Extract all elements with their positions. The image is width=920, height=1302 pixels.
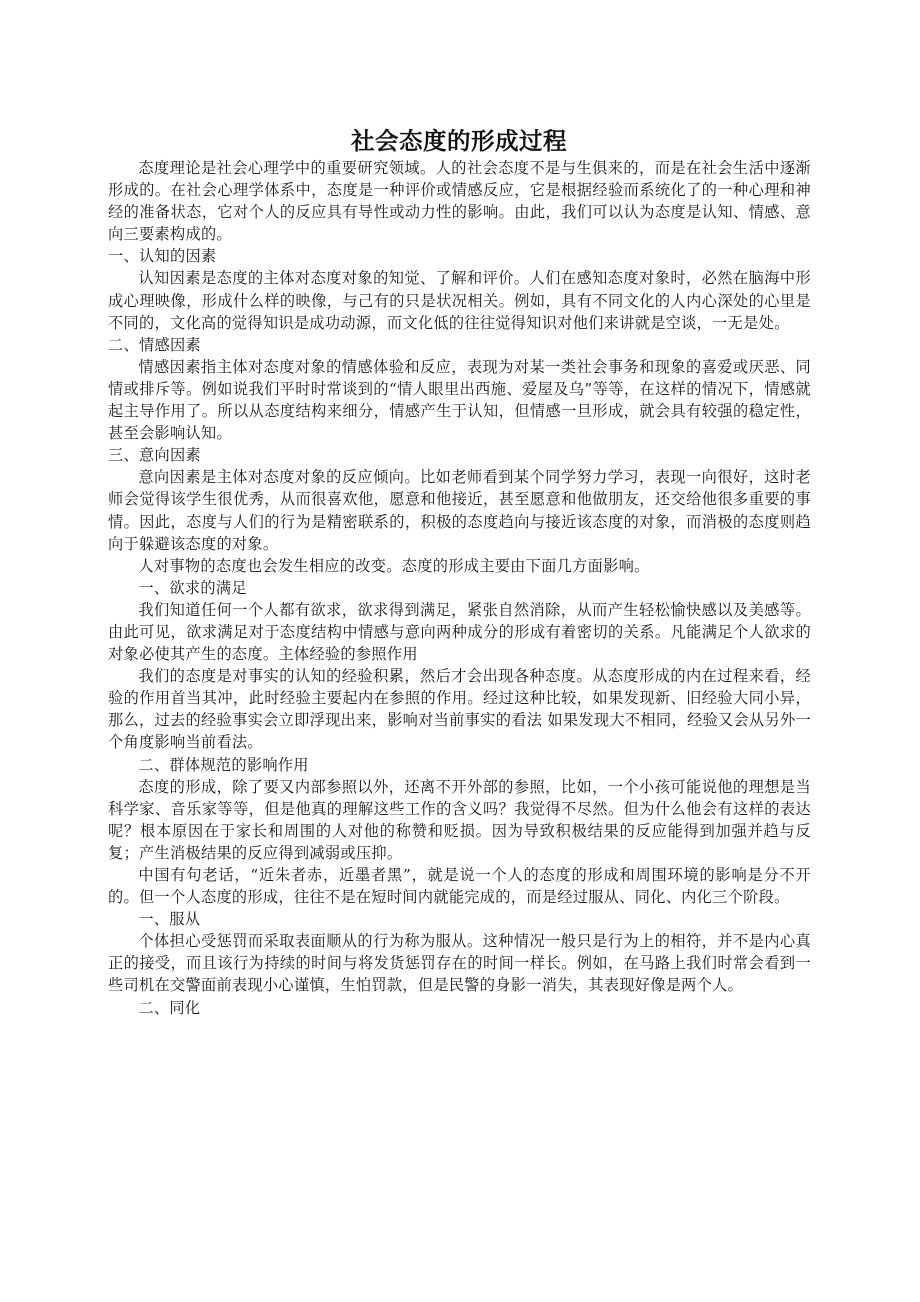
section-heading: 三、意向因素: [108, 446, 201, 465]
body-paragraph: 情感因素指主体对态度对象的情感体验和反应，表现为对某一类社会事务和现象的喜爱或厌恶、同情或排斥等。例如说我们平时时常谈到的“情人眼里出西施、爱屋及乌”等等，在这样的情况下，情感就起主导作用了。所以从态度结构来细分，情感产生于认知，但情感一旦形成，就会具有较强的稳定性，甚至会影响认知。: [108, 357, 811, 443]
body-paragraph: 意向因素是主体对态度对象的反应倾向。比如老师看到某个同学努力学习，表现一向很好，这时老师会觉得该学生很优秀，从而很喜欢他，愿意和他接近，甚至愿意和他做朋友，还交给他很多重要的事情。因此，态度与人们的行为是精密联系的，积极的态度趋向与接近该态度的对象，而消极的态度则趋向于躲避该态度的对象。: [108, 468, 811, 553]
body-paragraph: 态度理论是社会心理学中的重要研究领域。人的社会态度不是与生俱来的，而是在社会生活中逐渐形成的。在社会心理学体系中，态度是一种评价或情感反应，它是根据经验而系统化了的一种心理和神经的准备状态，它对个人的反应具有导性或动力性的影响。由此，我们可以认为态度是认知、情感、意向三要素构成的。: [108, 159, 811, 244]
section-heading: 一、欲求的满足: [138, 578, 247, 597]
section-heading: 二、同化: [138, 998, 201, 1017]
section-heading: 一、服从: [138, 910, 201, 929]
body-paragraph: 个体担心受惩罚而采取表面顺从的行为称为服从。这种情况一般只是行为上的相符，并不是内心真正的接受，而且该行为持续的时间与将发货惩罚存在的时间一样长。例如，在马路上我们时常会看到一些司机在交警面前表现小心谨慎，生怕罚款，但是民警的身影一消失，其表现好像是两个人。: [108, 932, 811, 995]
body-paragraph: 态度的形成，除了要又内部参照以外，还离不开外部的参照，比如，一个小孩可能说他的理想是当科学家、音乐家等等，但是他真的理解这些工作的含义吗？我觉得不尽然。但为什么他会有这样的表达呢？根本原因在于家长和周围的人对他的称赞和贬损。因为导致积极结果的反应能得到加强并趋与反复；产生消极结果的反应得到减弱或压抑。: [108, 777, 811, 862]
body-paragraph: 我们的态度是对事实的认知的经验积累，然后才会出现各种态度。从态度形成的内在过程来看，经验的作用首当其冲，此时经验主要起内在参照的作用。经过这种比较，如果发现新、旧经验大同小异，那么，过去的经验事实会立即浮现出来，影响对当前事实的看法 如果发现大不相同，经验又会从另外一个角度影响当前看法。: [108, 667, 811, 752]
document-body: [108, 157, 811, 1019]
body-paragraph: 人对事物的态度也会发生相应的改变。态度的形成主要由下面几方面影响。: [138, 556, 650, 575]
body-paragraph: 我们知道任何一个人都有欲求，欲求得到满足，紧张自然消除，从而产生轻松愉快感以及美感等。由此可见，欲求满足对于态度结构中情感与意向两种成分的形成有着密切的关系。凡能满足个人欲求的对象必使其产生的态度。主体经验的参照作用: [108, 600, 811, 664]
body-paragraph: 认知因素是态度的主体对态度对象的知觉、了解和评价。人们在感知态度对象时，必然在脑海中形成心理映像，形成什么样的映像，与己有的只是状况相关。例如，具有不同文化的人内心深处的心里是不同的，文化高的觉得知识是成功动源，而文化低的往往觉得知识对他们来讲就是空谈，一无是处。: [108, 269, 811, 332]
body-paragraph: 中国有句老话，“近朱者赤，近墨者黑”，就是说一个人的态度的形成和周围环境的影响是分不开的。但一个人态度的形成，往往不是在短时间内就能完成的，而是经过服从、同化、内化三个阶段。: [108, 866, 811, 907]
section-heading: 二、群体规范的影响作用: [138, 755, 309, 774]
section-heading: 二、情感因素: [108, 335, 201, 354]
page-title: 社会态度的形成过程: [351, 126, 567, 155]
section-heading: 一、认知的因素: [108, 247, 217, 266]
